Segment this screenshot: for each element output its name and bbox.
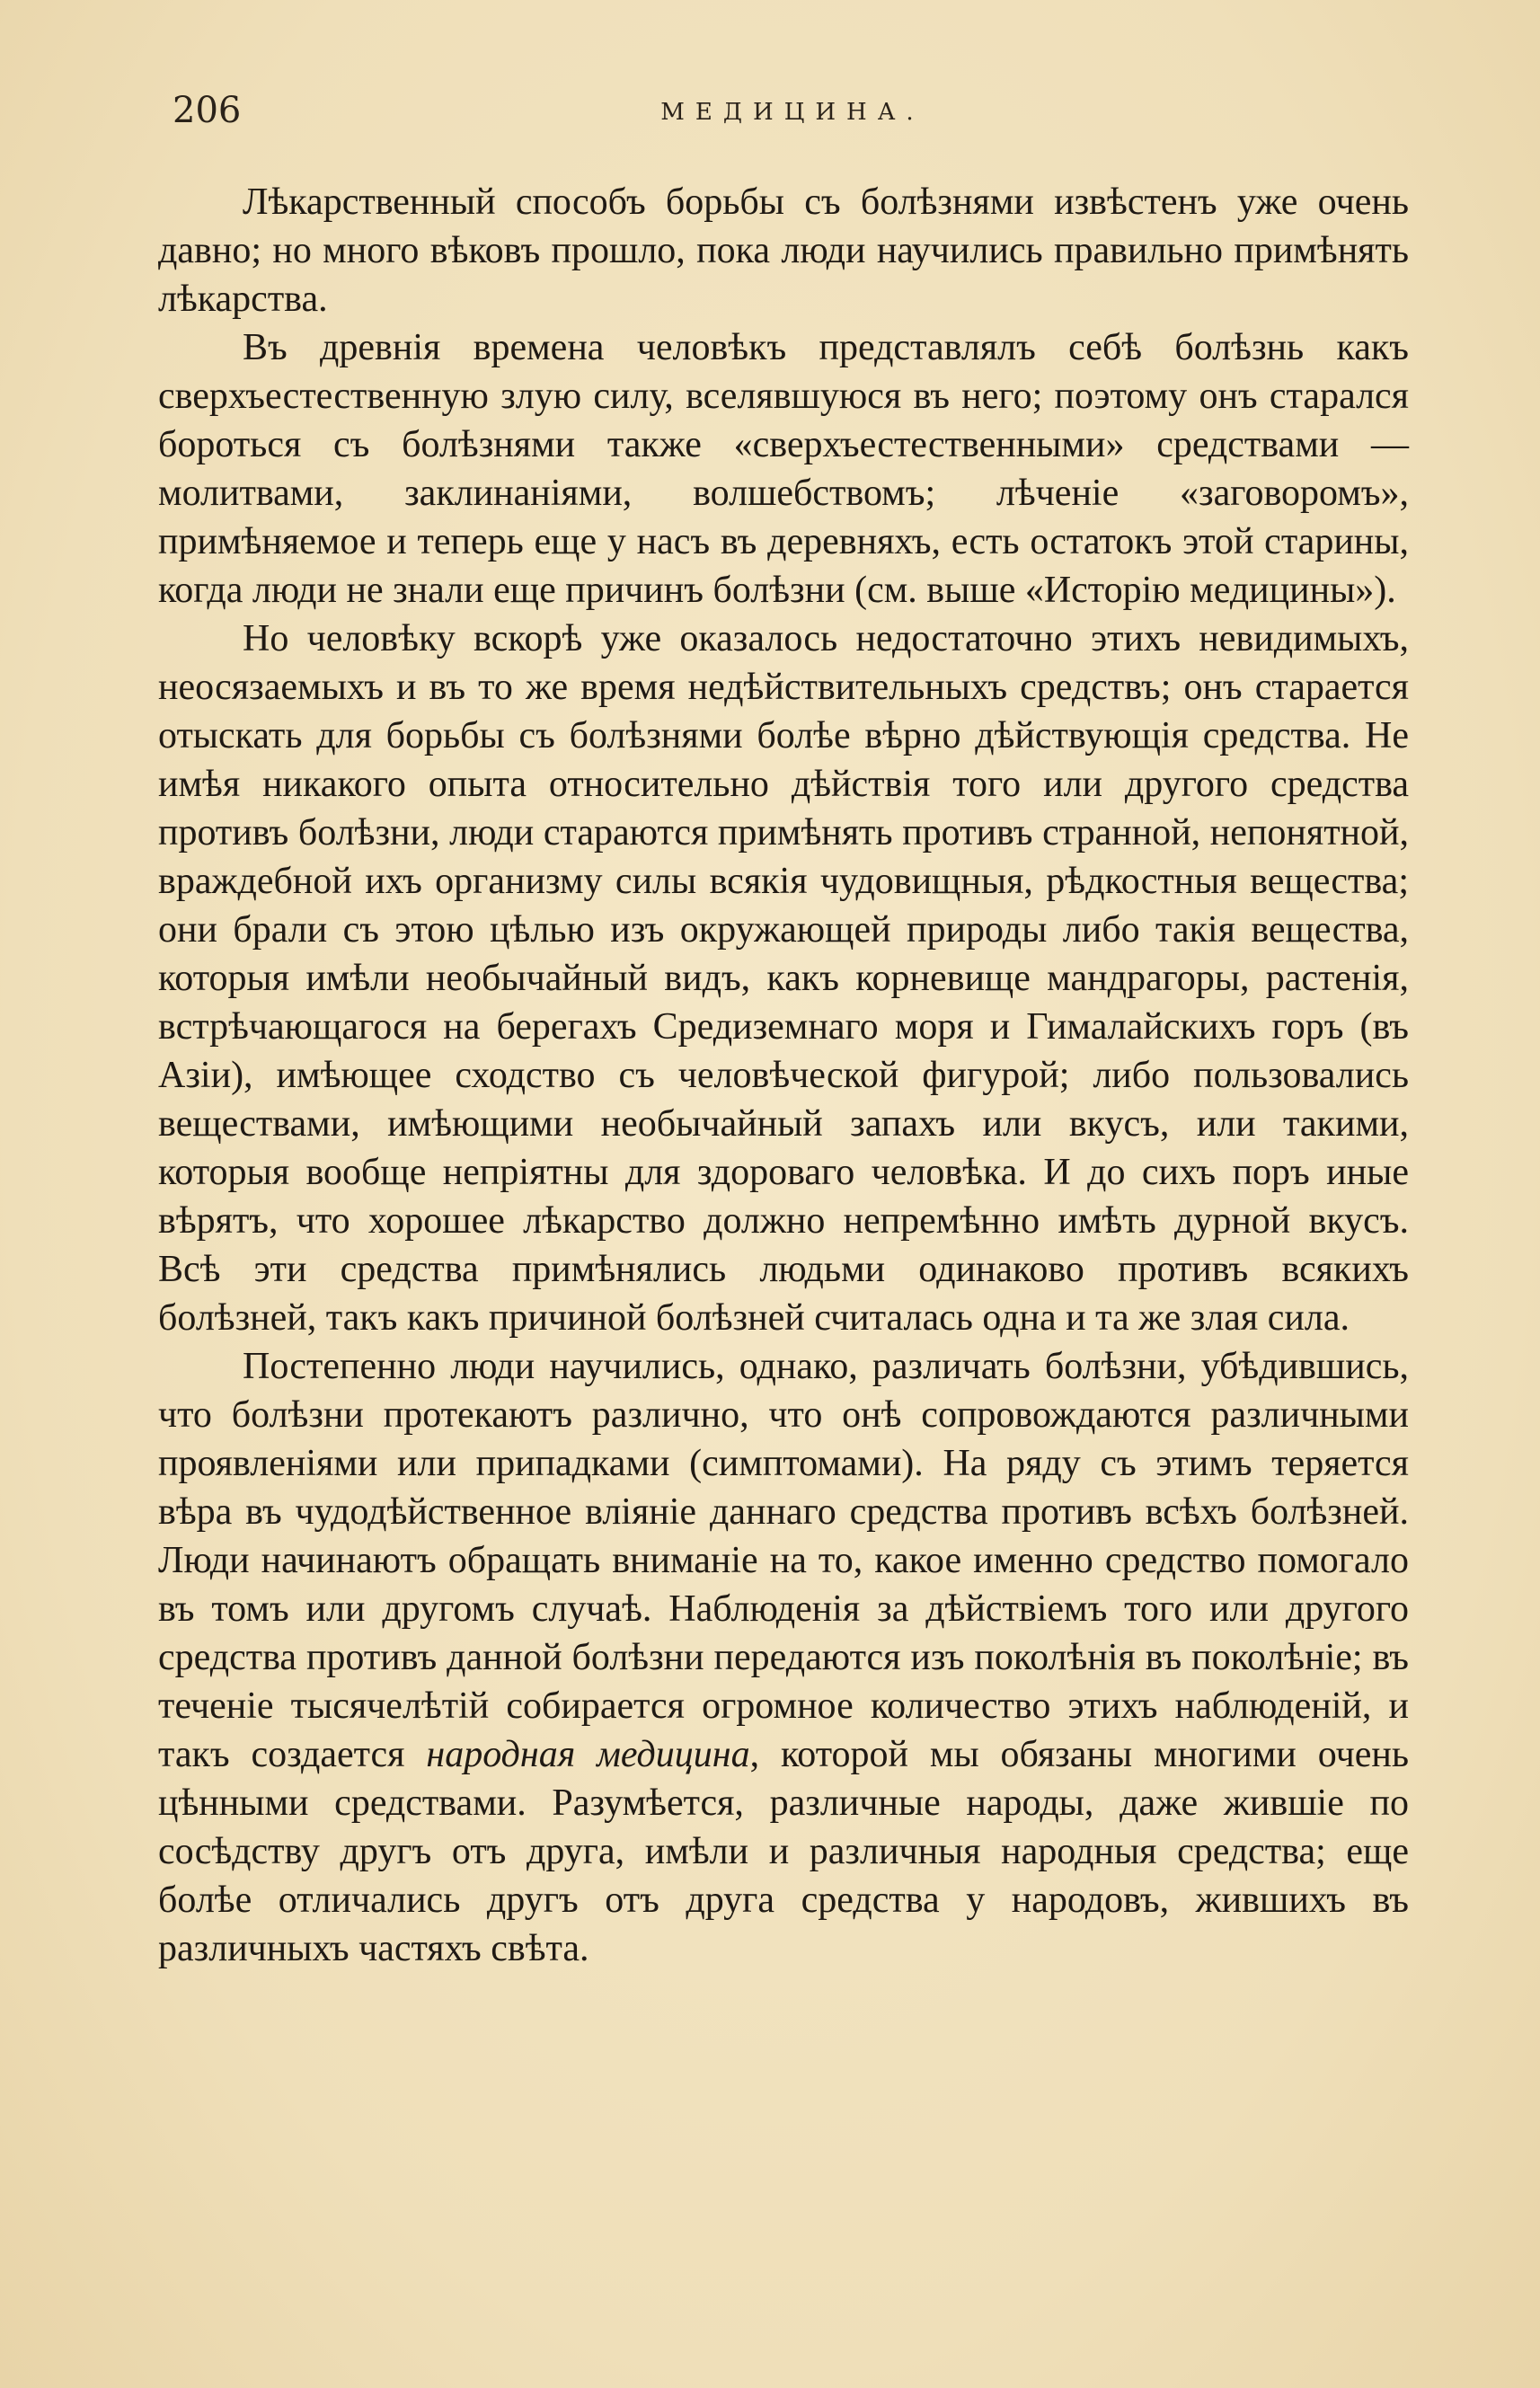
- folk-medicine-term: народная медицина: [426, 1734, 750, 1775]
- paragraph-2: Въ древнія времена человѣкъ представлялъ себѣ болѣзнь какъ сверхъестественную злую силу, вселявшуюся въ него; поэтому онъ старался бороться съ болѣзнями также «сверхъестественными» средствами — молитвами, заклинаніями, волшебствомъ; лѣченіе «заговоромъ», примѣняемое и теперь еще у насъ въ деревняхъ, есть остатокъ этой старины, когда люди не знали еще причинъ болѣзни (см. выше «Исторію медицины»).: [158, 327, 1409, 611]
- paragraph-4-before: Постепенно люди научились, однако, различать болѣзни, убѣдившись, что болѣзни протекаютъ различно, что онѣ сопровождаются различными проявленіями или припадками (симптомами). На ряду съ этимъ теряется вѣра въ чудодѣйственное вліяніе даннаго средства противъ всѣхъ болѣзней. Люди начинаютъ обращать вниманіе на то, какое именно средство помогало въ томъ или другомъ случаѣ. Наблюденія за дѣйствіемъ того или другого средства противъ данной болѣзни передаются изъ поколѣнія въ поколѣніе; въ теченіе тысячелѣтій собирается огромное количество этихъ наблюденій, и такъ создается: [158, 1346, 1409, 1775]
- page-number: 206: [173, 90, 242, 131]
- paragraph-4: [158, 1342, 1409, 1973]
- paragraph-4-after: , которой мы обязаны многими очень цѣнными средствами. Разумѣется, различные народы, даже жившіе по сосѣдству другъ отъ друга, имѣли и различныя народныя средства; еще болѣе отличались другъ отъ друга средства у народовъ, жившихъ въ различныхъ частяхъ свѣта.: [158, 1734, 1409, 1969]
- paragraph-1: Лѣкарственный способъ борьбы съ болѣзнями извѣстенъ уже очень давно; но много вѣковъ прошло, пока люди научились правильно примѣнять лѣкарства.: [158, 181, 1409, 320]
- paragraph-3: Но человѣку вскорѣ уже оказалось недостаточно этихъ невидимыхъ, неосязаемыхъ и въ то же время недѣйствительныхъ средствъ; онъ старается отыскать для борьбы съ болѣзнями болѣе вѣрно дѣйствующія средства. Не имѣя никакого опыта относительно дѣйствія того или другого средства противъ болѣзни, люди стараются примѣнять противъ странной, непонятной, враждебной ихъ организму силы всякія чудовищныя, рѣдкостныя вещества; они брали съ этою цѣлью изъ окружающей природы либо такія вещества, которыя имѣли необычайный видъ, какъ корневище мандрагоры, растенія, встрѣчающагося на берегахъ Средиземнаго моря и Гималайскихъ горъ (въ Азіи), имѣющее сходство съ человѣческой фигурой; либо пользовались веществами, имѣющими необычайный запахъ или вкусъ, или такими, которыя вообще непріятны для здороваго человѣка. И до сихъ поръ иные вѣрятъ, что хорошее лѣкарство должно непремѣнно имѣть дурной вкусъ. Всѣ эти средства примѣнялись людьми одинаково противъ всякихъ болѣзней, такъ какъ причиной болѣзней считалась одна и та же злая сила.: [158, 618, 1409, 1339]
- body-text: [158, 178, 1409, 1973]
- running-title: МЕДИЦИНА.: [660, 99, 925, 126]
- page-header: [173, 90, 1412, 144]
